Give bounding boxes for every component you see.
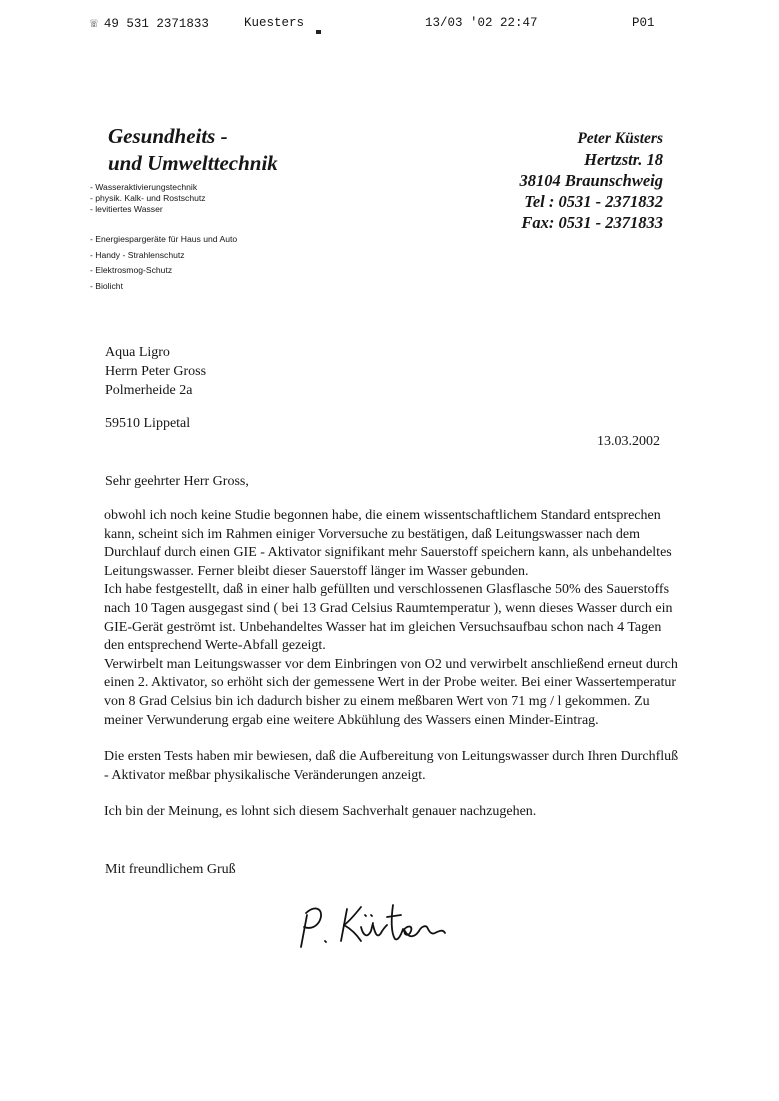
closing: Mit freundlichem Gruß — [105, 862, 236, 877]
fax-page: P01 — [632, 16, 655, 30]
services-list-a — [90, 182, 206, 215]
company-title-line1: Gesundheits - — [108, 124, 228, 148]
scan-speck — [316, 30, 321, 34]
salutation: Sehr geehrter Herr Gross, — [105, 474, 249, 489]
body-paragraph: Ich habe festgestellt, daß in einer halb gefüllten und verschlossenen Glasflasche 50% des Sauerstoffs nach 10 Tagen ausgegast sind ( bei 13 Grad Celsius Raumtemperatur ), wenn dieses Wasser durch ein GIE-Gerät geströmt ist. Unbehandeltes Wasser hat im gleichen Versuchsaufbau schon nach 4 Tagen den entsprechend Werte-Abfall gezeigt. — [104, 582, 673, 654]
fax-header-number — [90, 16, 209, 31]
recipient-line3: Polmerheide 2a — [105, 383, 193, 398]
service-item: - Wasseraktivierungstechnik — [90, 182, 198, 192]
service-item: - Elektrosmog-Schutz — [90, 265, 173, 275]
service-item: - Handy - Strahlenschutz — [90, 249, 185, 260]
recipient-line2: Herrn Peter Gross — [105, 364, 207, 379]
company-title — [108, 123, 278, 177]
company-title-line2: und Umwelttechnik — [108, 151, 278, 175]
letter-body — [104, 507, 679, 822]
fax-sender: Kuesters — [244, 16, 305, 30]
letter-date: 13.03.2002 — [597, 434, 660, 449]
sender-address — [520, 128, 664, 233]
service-item: - physik. Kalk- und Rostschutz — [90, 193, 206, 203]
sender-street: Hertzstr. 18 — [584, 150, 663, 169]
signature — [295, 895, 470, 955]
recipient-address — [105, 343, 206, 400]
service-item: - Biolicht — [90, 280, 123, 291]
body-paragraph: Verwirbelt man Leitungswasser vor dem Einbringen von O2 und verwirbelt anschließend erneut durch einen 2. Aktivator, so erhöht sich der gemessene Wert in der Probe weiter. Bei einer Wassertemperatur von 8 Grad Celsius bin ich dadurch bisher zu einem meßbaren Wert von 71 mg / l gekommen. Zu meiner Verwunderung ergab eine weitere Abkühlung des Wassers einen Minder-Eintrag. — [104, 656, 678, 728]
sender-city: 38104 Braunschweig — [519, 171, 663, 190]
services-list-b — [90, 232, 237, 294]
telephone-icon: ☏ — [90, 16, 98, 31]
body-paragraph: Ich bin der Meinung, es lohnt sich diesem Sachverhalt genauer nachzugehen. — [104, 804, 537, 820]
recipient-line1: Aqua Ligro — [105, 345, 170, 360]
fax-timestamp: 13/03 '02 22:47 — [425, 16, 538, 30]
sender-tel: Tel : 0531 - 2371832 — [524, 192, 663, 211]
fax-number: 49 531 2371833 — [103, 17, 209, 31]
body-paragraph: obwohl ich noch keine Studie begonnen habe, die einem wissentschaftlichem Standard entsprechen kann, scheint sich im Rahmen einiger Vorversuche zu bestätigen, daß Leitungswasser nach dem Durchlauf durch einen GIE - Aktivator signifikant mehr Sauerstoff speichern kann, als unbehandeltes Leitungswasser. Ferner bleibt dieser Sauerstoff länger im Wasser gebunden. — [104, 508, 672, 579]
service-item: - Energiespargeräte für Haus und Auto — [90, 234, 238, 244]
sender-fax: Fax: 0531 - 2371833 — [521, 213, 663, 232]
body-paragraph: Die ersten Tests haben mir bewiesen, daß die Aufbereitung von Leitungswasser durch Ihren Durchfluß - Aktivator meßbar physikalische Veränderungen anzeigt. — [104, 749, 679, 783]
sender-name: Peter Küsters — [577, 130, 663, 147]
service-item: - levitiertes Wasser — [90, 204, 163, 214]
recipient-city: 59510 Lippetal — [105, 416, 191, 431]
